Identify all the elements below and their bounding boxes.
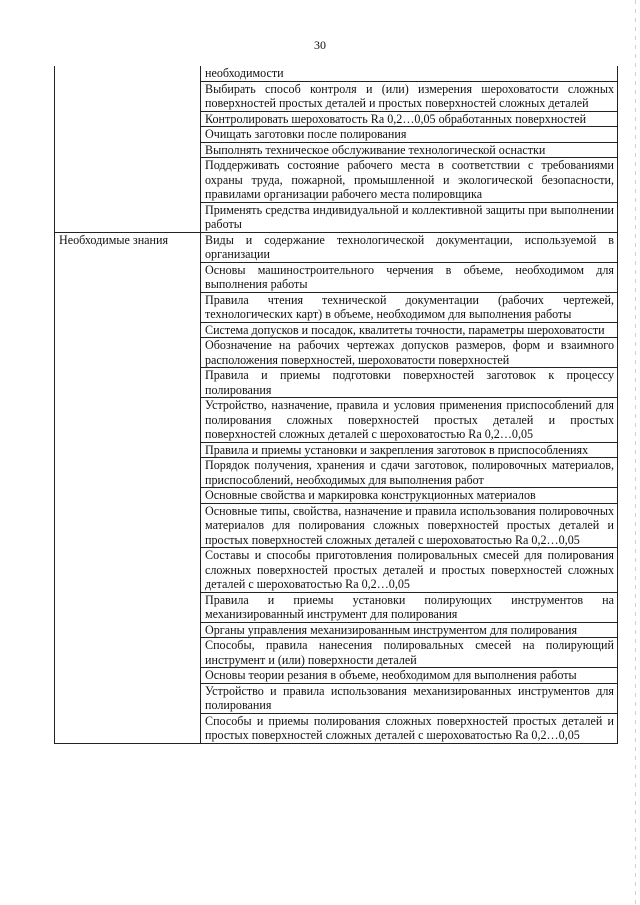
knowledge-item: Основы машиностроительного черчения в объеме, необходимом для выполнения работы [201,262,618,292]
table-body [55,66,618,743]
knowledge-item: Способы, правила нанесения полировальных смесей на полирующий инструмент и (или) поверхности деталей [201,638,618,668]
skill-item: Применять средства индивидуальной и коллективной защиты при выполнении работы [201,202,618,232]
skills-label-cell [55,66,201,232]
skill-item: необходимости [201,66,618,81]
skill-item: Поддерживать состояние рабочего места в соответствии с требованиями охраны труда, пожарной, промышленной и экологической безопасности, правилами организации рабочего места полировщика [201,158,618,203]
table-row [55,232,618,262]
page-number: 30 [314,38,326,52]
knowledge-item: Основные свойства и маркировка конструкционных материалов [201,488,618,504]
knowledge-item: Правила и приемы установки полирующих инструментов на механизированный инструмент для полирования [201,592,618,622]
knowledge-item: Устройство и правила использования механизированных инструментов для полирования [201,683,618,713]
knowledge-item: Основы теории резания в объеме, необходимом для выполнения работы [201,668,618,684]
knowledge-item: Составы и способы приготовления полировальных смесей для полирования сложных поверхностей простых деталей и простых поверхностей сложных деталей с шероховатостью Ra 0,2…0,05 [201,548,618,593]
knowledge-item: Порядок получения, хранения и сдачи заготовок, полировочных материалов, приспособлений, необходимых для выполнения работ [201,458,618,488]
knowledge-item: Система допусков и посадок, квалитеты точности, параметры шероховатости [201,322,618,338]
knowledge-item: Виды и содержание технологической документации, используемой в организации [201,232,618,262]
knowledge-label: Необходимые знания [55,232,201,743]
skill-item: Выполнять техническое обслуживание технологической оснастки [201,142,618,158]
scan-edge-line [635,0,636,905]
skill-item: Выбирать способ контроля и (или) измерения шероховатости сложных поверхностей простых деталей и простых поверхностей сложных деталей [201,81,618,111]
knowledge-item: Способы и приемы полирования сложных поверхностей простых деталей и простых поверхностей сложных деталей с шероховатостью Ra 0,2…0,05 [201,713,618,743]
knowledge-item: Обозначение на рабочих чертежах допусков размеров, форм и взаимного расположения поверхностей, шероховатости поверхностей [201,338,618,368]
knowledge-item: Правила и приемы установки и закрепления заготовок в приспособлениях [201,442,618,458]
knowledge-item: Устройство, назначение, правила и условия применения приспособлений для полирования сложных поверхностей простых деталей и простых поверхностей сложных деталей с шероховатостью Ra 0,2…0,05 [201,398,618,443]
knowledge-item: Правила и приемы подготовки поверхностей заготовок к процессу полирования [201,368,618,398]
skill-item: Очищать заготовки после полирования [201,127,618,143]
knowledge-item: Органы управления механизированным инструментом для полирования [201,622,618,638]
table-row [55,66,618,81]
knowledge-item: Правила чтения технической документации (рабочих чертежей, технологических карт) в объеме, необходимом для выполнения работы [201,292,618,322]
knowledge-item: Основные типы, свойства, назначение и правила использования полировочных материалов для полирования сложных поверхностей простых деталей и простых поверхностей сложных деталей с шероховатостью Ra 0,2…0,05 [201,503,618,548]
requirements-table [54,66,618,744]
skill-item: Контролировать шероховатость Ra 0,2…0,05 обработанных поверхностей [201,111,618,127]
